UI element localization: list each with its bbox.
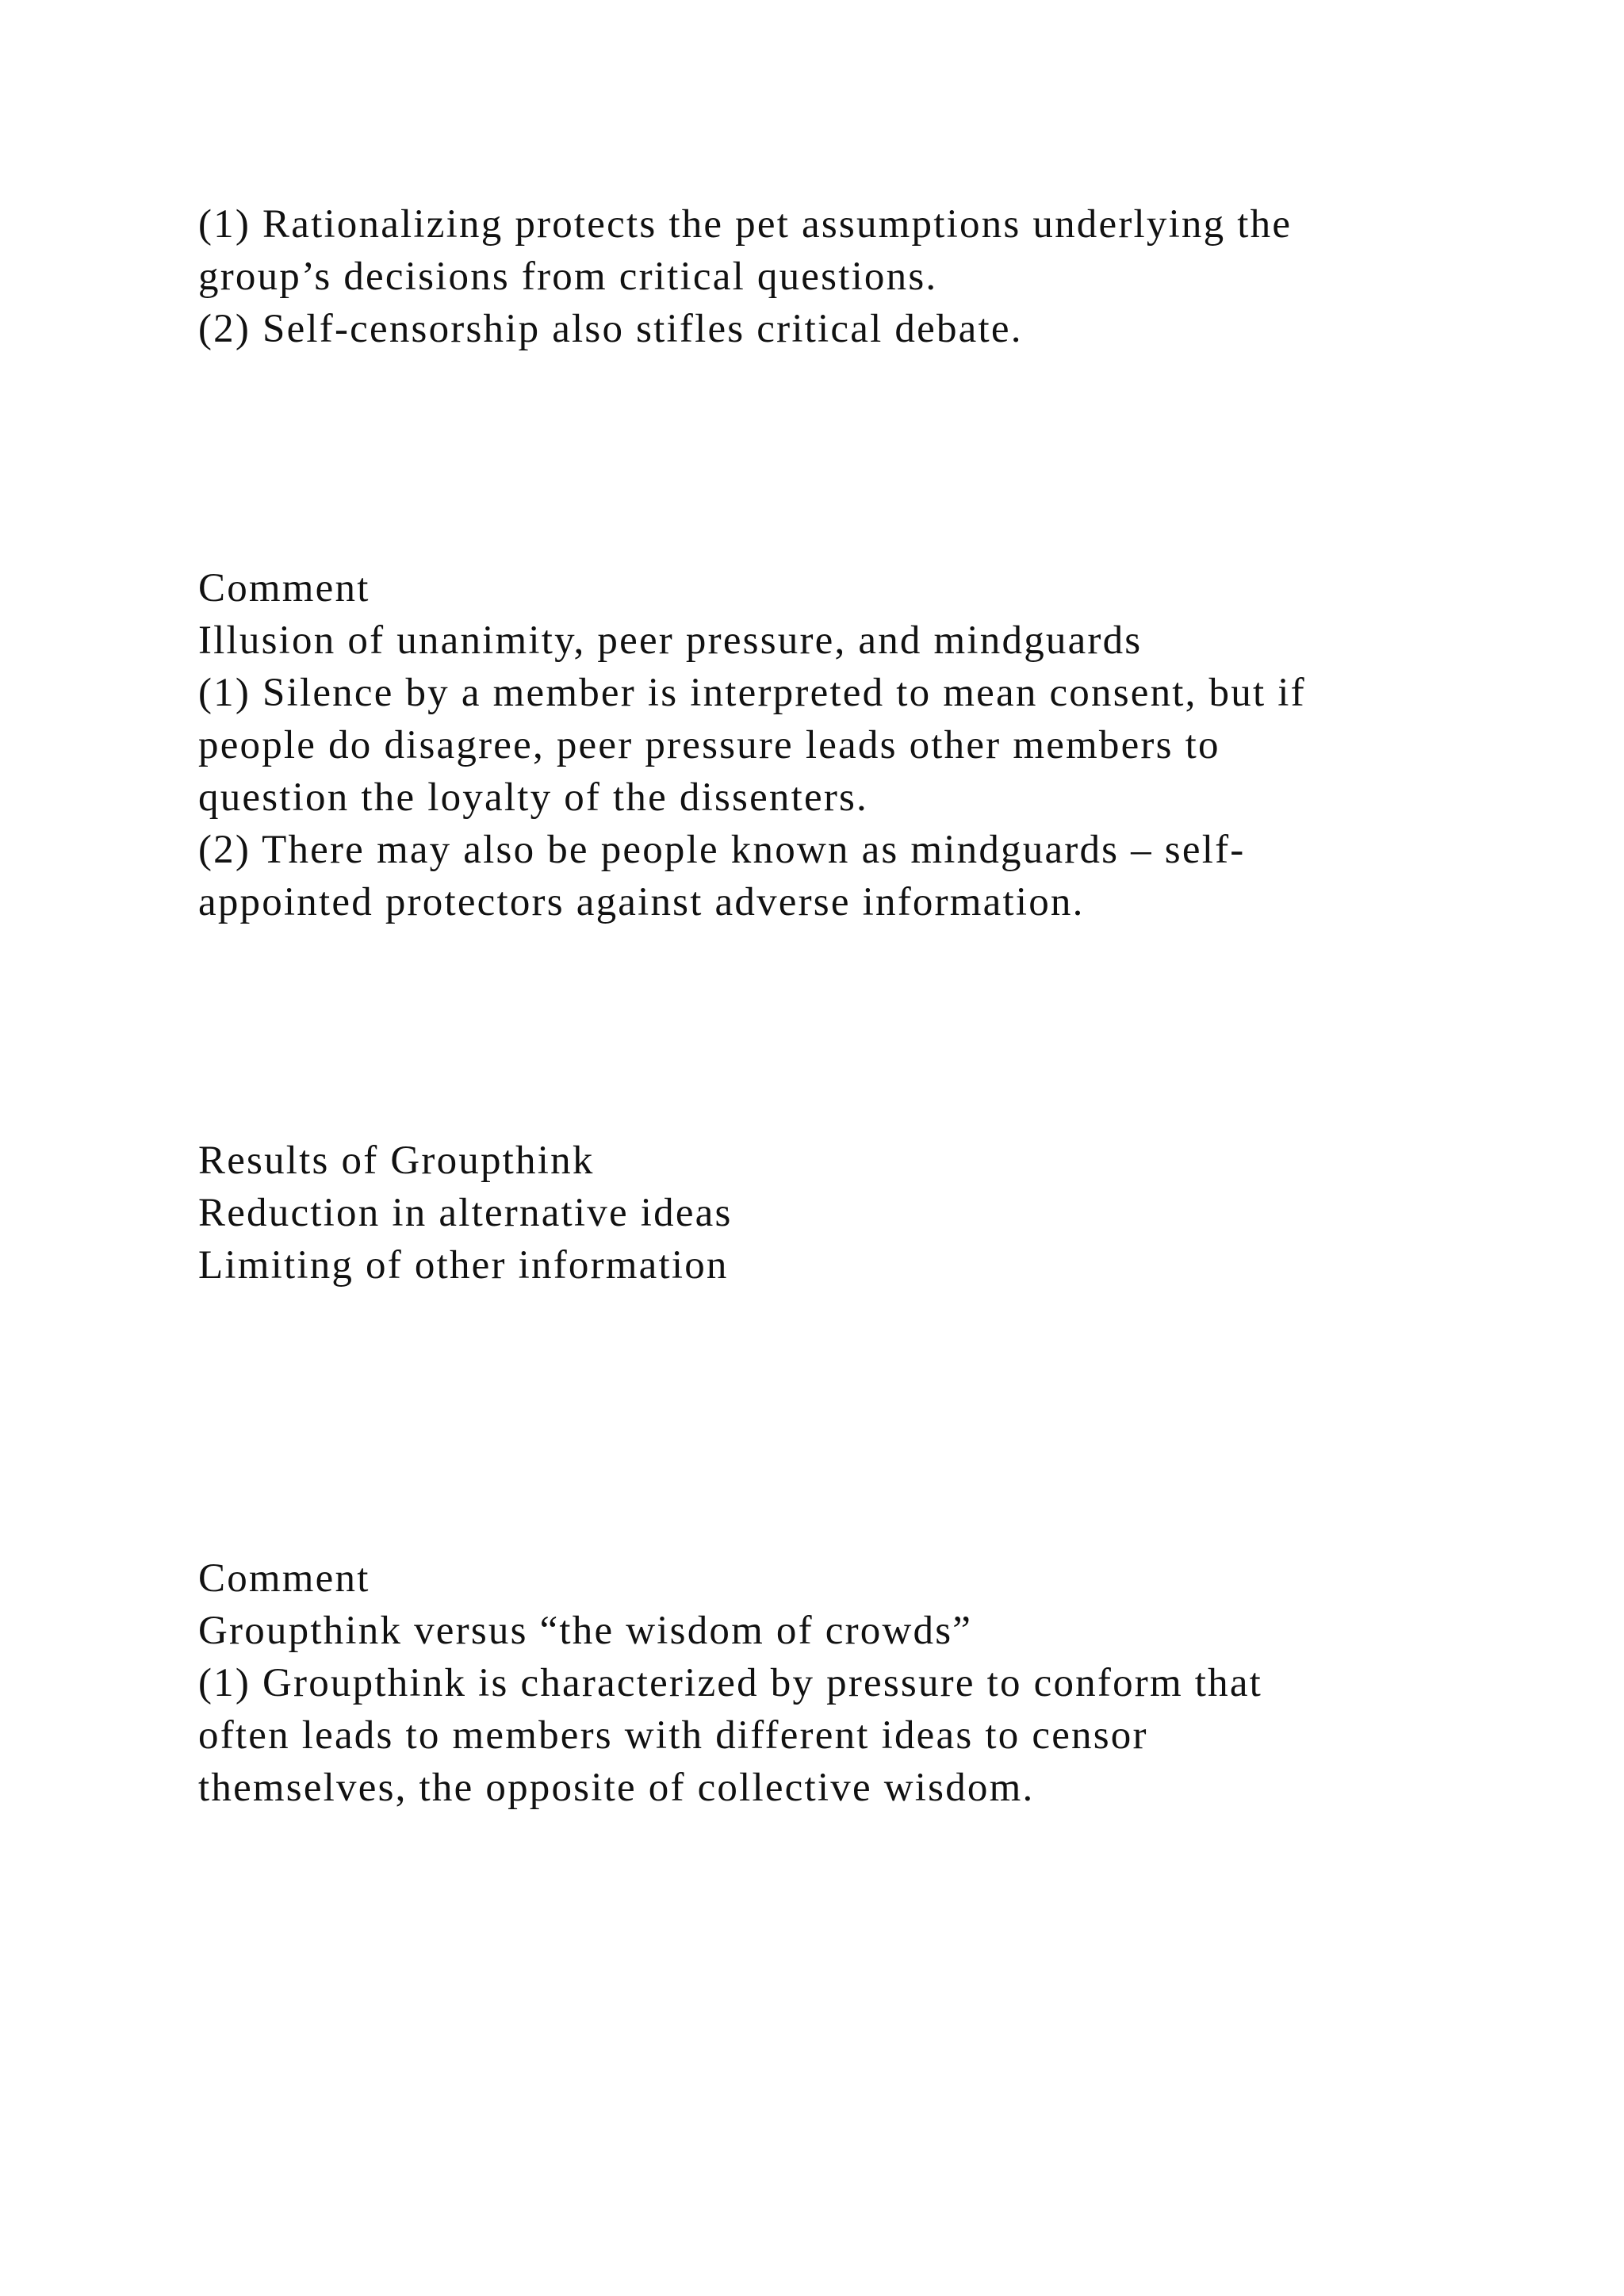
section-title: Results of Groupthink [198,1138,595,1183]
text-line: (2) Self-censorship also stifles critical debate. [198,307,1023,351]
section-title: Groupthink versus “the wisdom of crowds” [198,1609,973,1653]
text-line: group’s decisions from critical questions. [198,254,938,299]
section-title: Illusion of unanimity, peer pressure, and mindguards [198,618,1143,663]
comment-heading: Comment [198,1556,370,1601]
text-line: question the loyalty of the dissenters. [198,775,868,820]
paragraph-rationalizing [198,198,1467,355]
text-line: (1) Silence by a member is interpreted to mean consent, but if [198,671,1306,715]
text-line: people do disagree, peer pressure leads other members to [198,723,1220,767]
comment-heading: Comment [198,566,370,610]
text-line: (2) There may also be people known as mindguards – self- [198,828,1246,872]
text-line: (1) Groupthink is characterized by pressure to conform that [198,1661,1263,1705]
text-line: appointed protectors against adverse information. [198,880,1085,924]
comment-illusion-of-unanimity [198,562,1467,928]
comment-wisdom-of-crowds [198,1552,1467,1814]
text-line: (1) Rationalizing protects the pet assumptions underlying the [198,202,1293,247]
results-of-groupthink [198,1135,1467,1292]
list-item: Limiting of other information [198,1243,729,1288]
text-line: themselves, the opposite of collective wisdom. [198,1766,1035,1810]
text-line: often leads to members with different ideas to censor [198,1713,1148,1758]
list-item: Reduction in alternative ideas [198,1191,733,1235]
